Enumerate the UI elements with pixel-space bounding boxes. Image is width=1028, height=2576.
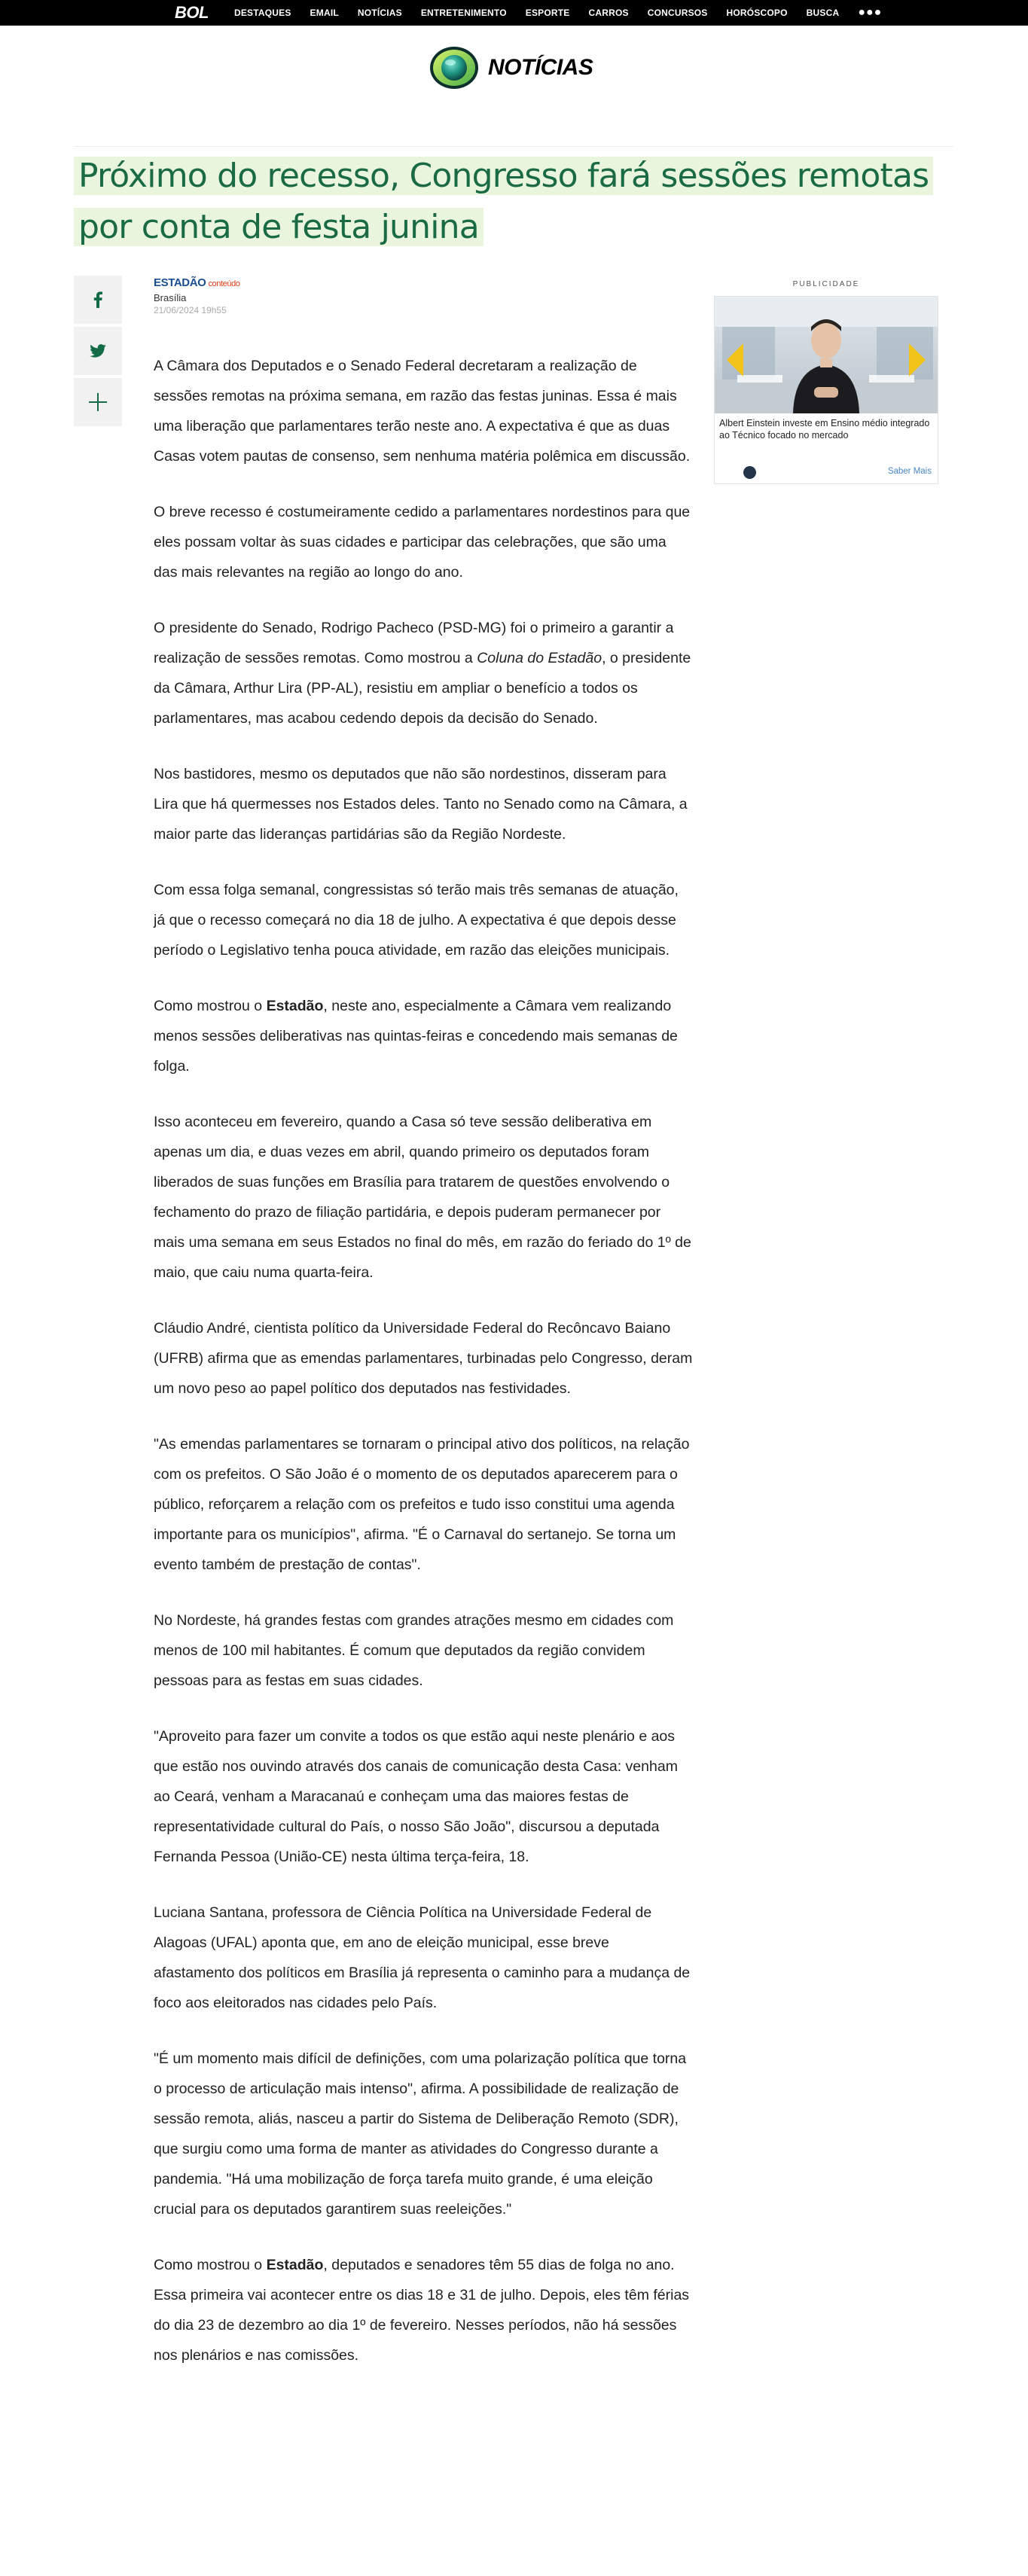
nav-inner [175, 0, 882, 26]
header-divider [74, 146, 953, 147]
bol-brand-logo[interactable]: BOL [175, 3, 209, 22]
paragraph-text: O presidente do Senado, Rodrigo Pacheco (PSD-MG) foi o primeiro a garantir a realização de sessões remotas. Como mostrou a [154, 620, 674, 666]
article-date: 21/06/2024 19h55 [154, 305, 227, 316]
ad-cta-link[interactable]: Saber Mais [887, 467, 932, 476]
italic-text: Coluna do Estadão [477, 650, 602, 666]
paragraph-text: O breve recesso é costumeiramente cedido a parlamentares nordestinos para que eles possam voltar às suas cidades e participar das celebrações, que são uma das mais relevantes na região ao longo do ano. [154, 504, 691, 581]
article-paragraph [154, 1721, 693, 1872]
top-nav [0, 0, 1028, 26]
article-paragraph [154, 351, 693, 471]
article-paragraph [154, 1605, 693, 1696]
ad-text[interactable]: Albert Einstein investe em Ensino médio integrado ao Técnico focado no mercado [719, 418, 930, 441]
logo-text: NOTÍCIAS [488, 55, 593, 80]
article-paragraph [154, 1107, 693, 1288]
bold-text: Estadão [266, 998, 324, 1014]
article-paragraph [154, 875, 693, 965]
nav-item-noticias[interactable]: NOTÍCIAS [357, 8, 402, 18]
share-more-button[interactable] [74, 378, 122, 426]
paragraph-text: A Câmara dos Deputados e o Senado Federal decretaram a realização de sessões remotas na próxima semana, em razão das festas juninas. Essa é mais uma liberação que parlamentares terão neste ano. A expectativa é que as duas Casas votem pautas de consenso, sem nenhuma matéria polêmica em discussão. [154, 358, 691, 465]
paragraph-text: "Aproveito para fazer um convite a todos os que estão aqui neste plenário e aos que estão nos ouvindo através dos canais de comunicação desta Casa: venham ao Ceará, venham a Maracanaú e conheçam uma das maiores festas de representatividade cultural do País, o nosso São João", discursou a deputada Fernanda Pessoa (União-CE) nesta última terça-feira, 18. [154, 1728, 678, 1865]
twitter-icon [90, 344, 106, 358]
article-byline [154, 276, 240, 316]
bold-text: Estadão [266, 2257, 324, 2273]
noticias-logo[interactable] [428, 44, 593, 92]
ad-image[interactable] [715, 297, 938, 413]
paragraph-text: "As emendas parlamentares se tornaram o principal ativo dos políticos, na relação com os prefeitos. O São João é o momento de os deputados aparecerem para o público, reforçarem a relação com os prefeitos e tudo isso constitui uma agenda importante para os municípios", afirma. "É o Carnaval do sertanejo. Se torna um evento também de prestação de contas". [154, 1436, 690, 1573]
article-paragraph [154, 1313, 693, 1404]
share-bar [74, 276, 122, 429]
article-title-text: Próximo do recesso, Congresso fará sessões remotas por conta de festa junina [74, 157, 933, 246]
facebook-icon [93, 291, 103, 308]
paragraph-text: Cláudio André, cientista político da Universidade Federal do Recôncavo Baiano (UFRB) afirma que as emendas parlamentares, turbinadas pelo Congresso, deram um novo peso ao papel político dos deputados nas festividades. [154, 1320, 693, 1397]
article-paragraph [154, 1898, 693, 2018]
ad-label: PUBLICIDADE [792, 280, 860, 288]
article-title [74, 151, 940, 253]
source-tag: conteúdo [208, 279, 240, 288]
article-location: Brasília [154, 292, 187, 303]
article-body [154, 351, 693, 2396]
article-paragraph [154, 1429, 693, 1580]
nav-item-email[interactable]: EMAIL [310, 8, 339, 18]
nav-item-destaques[interactable]: DESTAQUES [233, 8, 291, 18]
article-paragraph [154, 991, 693, 1081]
paragraph-text: Nos bastidores, mesmo os deputados que não são nordestinos, disseram para Lira que há quermesses nos Estados deles. Tanto no Senado como na Câmara, a maior parte das lideranças partidárias são da Região Nordeste. [154, 766, 688, 843]
paragraph-text: Com essa folga semanal, congressistas só terão mais três semanas de atuação, já que o recesso começará no dia 18 de julho. A expectativa é que depois desse período o Legislativo tenha pouca atividade, em razão das eleições municipais. [154, 882, 679, 959]
article-paragraph [154, 2250, 693, 2370]
share-twitter-button[interactable] [74, 327, 122, 375]
ad-next-arrow-icon [909, 343, 926, 376]
share-facebook-button[interactable] [74, 276, 122, 324]
source-label[interactable]: ESTADÃO [154, 276, 206, 289]
paragraph-text: "É um momento mais difícil de definições, com uma polarização política que torna o processo de articulação mais intenso", afirma. A possibilidade de realização de sessão remota, aliás, nasceu a partir do Sistema de Deliberação Remoto (SDR), que surgiu como uma forma de manter as atividades do Congresso durante a pandemia. "Há uma mobilização de força tarefa muito grande, é uma eleição crucial para os deputados garantirem suas reeleições." [154, 2050, 687, 2218]
ad-brand-icon [743, 466, 756, 479]
paragraph-text: Luciana Santana, professora de Ciência Política na Universidade Federal de Alagoas (UFAL) aponta que, em ano de eleição municipal, esse breve afastamento dos políticos em Brasília já representa o caminho para a mudança de foco aos eleitorados nas cidades pelo País. [154, 1904, 691, 2011]
ad-prev-arrow-icon [727, 343, 743, 376]
nav-item-horoscopo[interactable]: HORÓSCOPO [726, 8, 788, 18]
paragraph-text: , neste ano, especialmente a Câmara vem realizando menos sessões deliberativas nas quintas-feiras e concedendo mais semanas de folga. [154, 998, 678, 1075]
nav-item-busca[interactable]: BUSCA [806, 8, 840, 18]
article-paragraph [154, 497, 693, 587]
article-paragraph [154, 2044, 693, 2224]
ellipsis-icon[interactable]: ●●● [858, 6, 883, 19]
nav-item-esporte[interactable]: ESPORTE [525, 8, 570, 18]
paragraph-text: Isso aconteceu em fevereiro, quando a Casa só teve sessão deliberativa em apenas um dia, e duas vezes em abril, quando primeiro os deputados foram liberados de suas funções em Brasília para tratarem de questões envolvendo o fechamento do prazo de filiação partidária, e depois puderam permanecer por mais uma semana em seus Estados no final do mês, em razão do feriado do 1º de maio, que caiu numa quarta-feira. [154, 1114, 691, 1281]
ad-footer [715, 461, 938, 483]
nav-item-entretenimento[interactable]: ENTRETENIMENTO [420, 8, 507, 18]
nav-item-concursos[interactable]: CONCURSOS [647, 8, 708, 18]
plus-icon [89, 393, 107, 411]
paragraph-text: No Nordeste, há grandes festas com grandes atrações mesmo em cidades com menos de 100 mil habitantes. É comum que deputados da região convidem pessoas para as festas em suas cidades. [154, 1612, 674, 1689]
paragraph-text: , deputados e senadores têm 55 dias de folga no ano. Essa primeira vai acontecer entre os dias 18 e 31 de julho. Depois, eles têm férias do dia 23 de dezembro ao dia 1º de fevereiro. Nesses períodos, não há sessões nos plenários e nas comissões. [154, 2257, 690, 2364]
paragraph-text: , o presidente da Câmara, Arthur Lira (PP-AL), resistiu em ampliar o benefício a todos os parlamentares, mas acabou cedendo depois da decisão do Senado. [154, 650, 691, 727]
paragraph-text: Como mostrou o [154, 2257, 267, 2273]
paragraph-text: Como mostrou o [154, 998, 267, 1014]
article-paragraph [154, 759, 693, 849]
nav-item-carros[interactable]: CARROS [588, 8, 629, 18]
globe-logo-icon [428, 44, 480, 92]
ad-unit[interactable] [714, 296, 938, 484]
article-paragraph [154, 613, 693, 733]
source-name [154, 276, 240, 289]
